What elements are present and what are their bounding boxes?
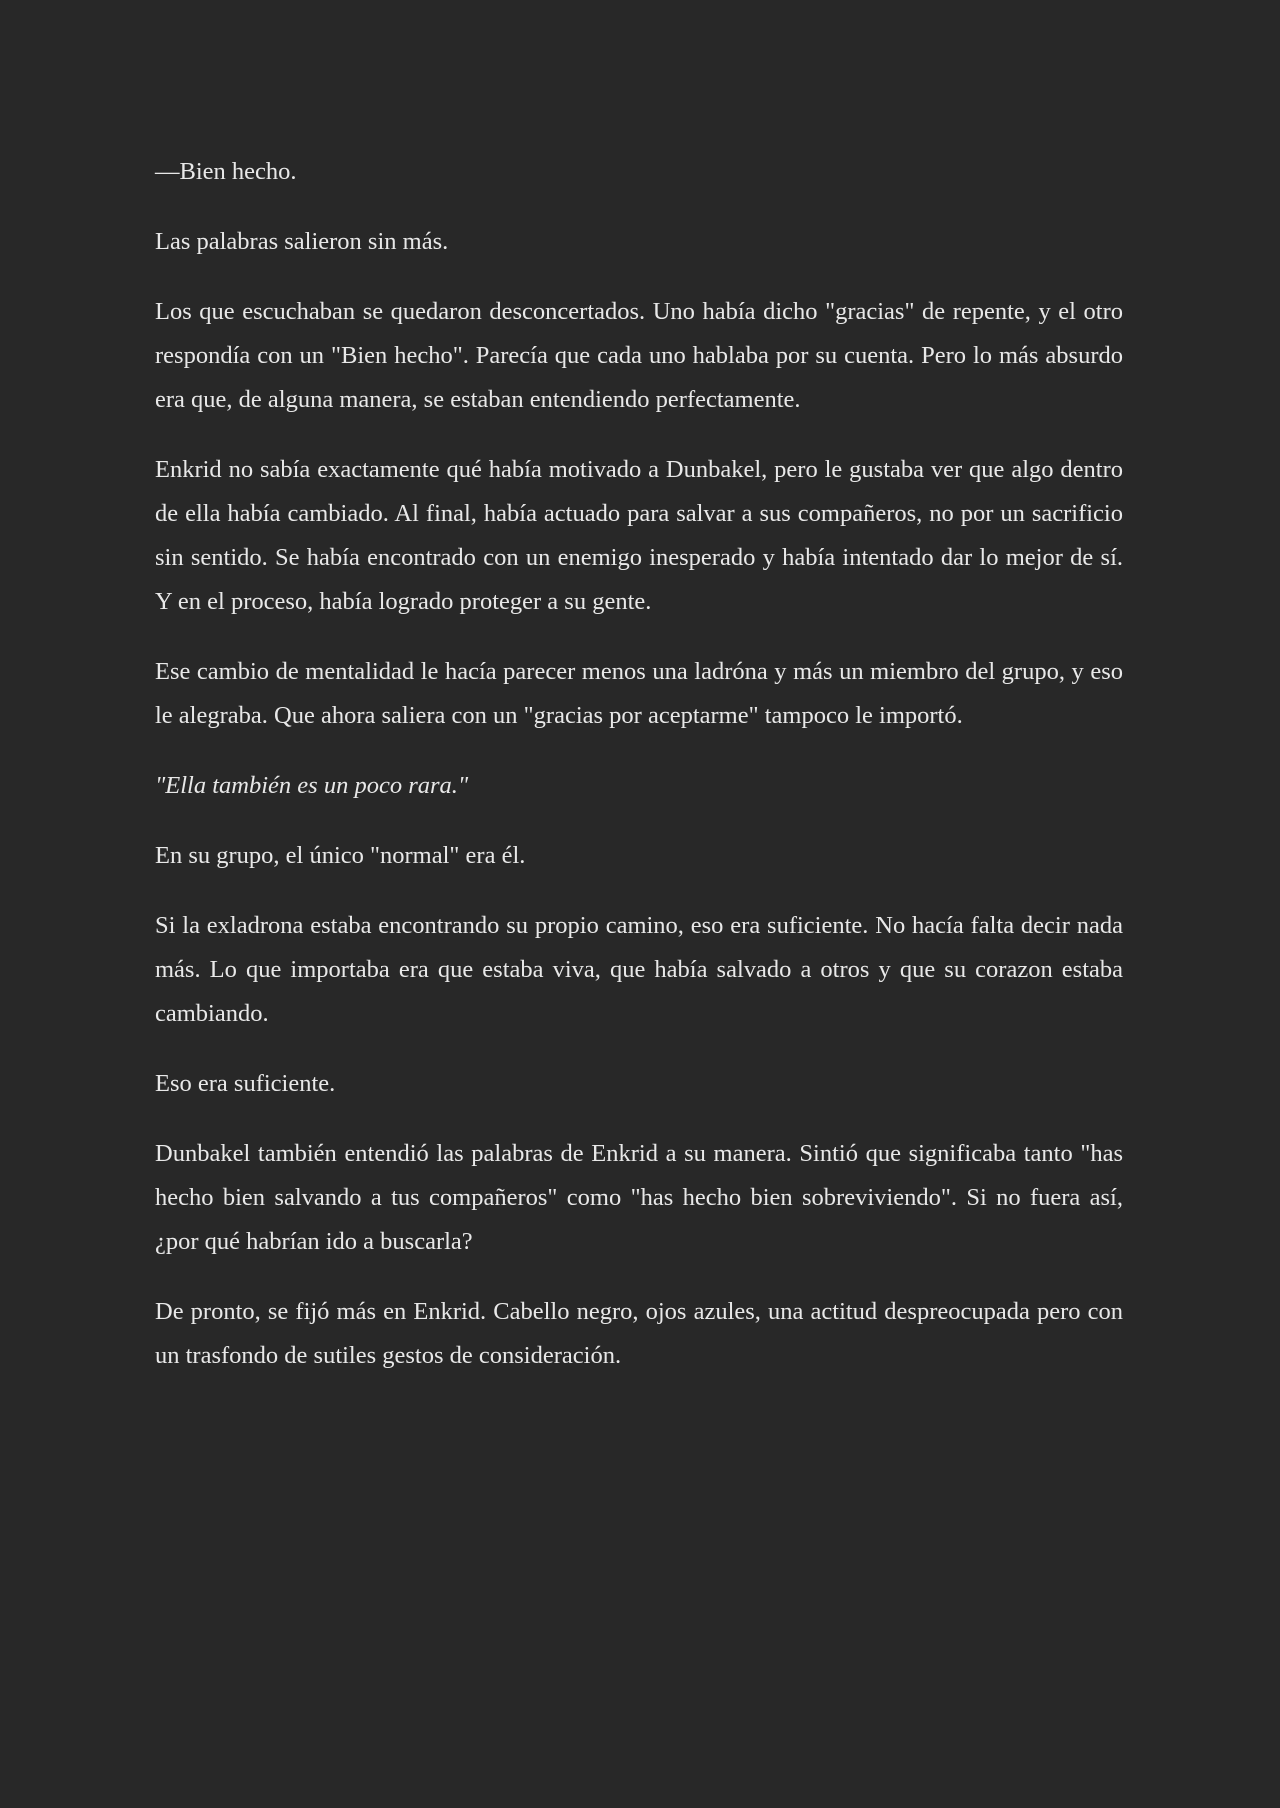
paragraph-thought-rara: "Ella también es un poco rara." xyxy=(155,772,469,799)
paragraph-suficiente: Eso era suficiente. xyxy=(155,1070,336,1097)
paragraph-palabras-salieron: Las palabras salieron sin más. xyxy=(155,228,449,255)
paragraph-unico-normal: En su grupo, el único "normal" era él. xyxy=(155,842,526,869)
reading-page xyxy=(155,150,1123,1404)
paragraph-de-pronto: De pronto, se fijó más en Enkrid. Cabello negro, ojos azules, una actitud despreocupada pero con un trasfondo de sutiles gestos de consideración. xyxy=(155,1298,1123,1369)
paragraph-dunbakel-entendio: Dunbakel también entendió las palabras de Enkrid a su manera. Sintió que significaba tanto "has hecho bien salvando a tus compañeros" como "has hecho bien sobreviviendo". Si no fuera así, ¿por qué habrían ido a buscarla? xyxy=(155,1140,1123,1255)
paragraph-cambio-mentalidad: Ese cambio de mentalidad le hacía parecer menos una ladróna y más un miembro del grupo, y eso le alegraba. Que ahora saliera con un "gracias por aceptarme" tampoco le importó. xyxy=(155,658,1123,729)
paragraph-exladrona: Si la exladrona estaba encontrando su propio camino, eso era suficiente. No hacía falta decir nada más. Lo que importaba era que estaba viva, que había salvado a otros y que su corazon estaba cambiando. xyxy=(155,912,1123,1027)
paragraph-dialogue-bien-hecho: —Bien hecho. xyxy=(155,158,297,185)
paragraph-escuchaban: Los que escuchaban se quedaron desconcertados. Uno había dicho "gracias" de repente, y el otro respondía con un "Bien hecho". Parecía que cada uno hablaba por su cuenta. Pero lo más absurdo era que, de alguna manera, se estaban entendiendo perfectamente. xyxy=(155,298,1123,413)
paragraph-enkrid-no-sabia: Enkrid no sabía exactamente qué había motivado a Dunbakel, pero le gustaba ver que algo dentro de ella había cambiado. Al final, había actuado para salvar a sus compañeros, no por un sacrificio sin sentido. Se había encontrado con un enemigo inesperado y había intentado dar lo mejor de sí. Y en el proceso, había logrado proteger a su gente. xyxy=(155,456,1123,615)
